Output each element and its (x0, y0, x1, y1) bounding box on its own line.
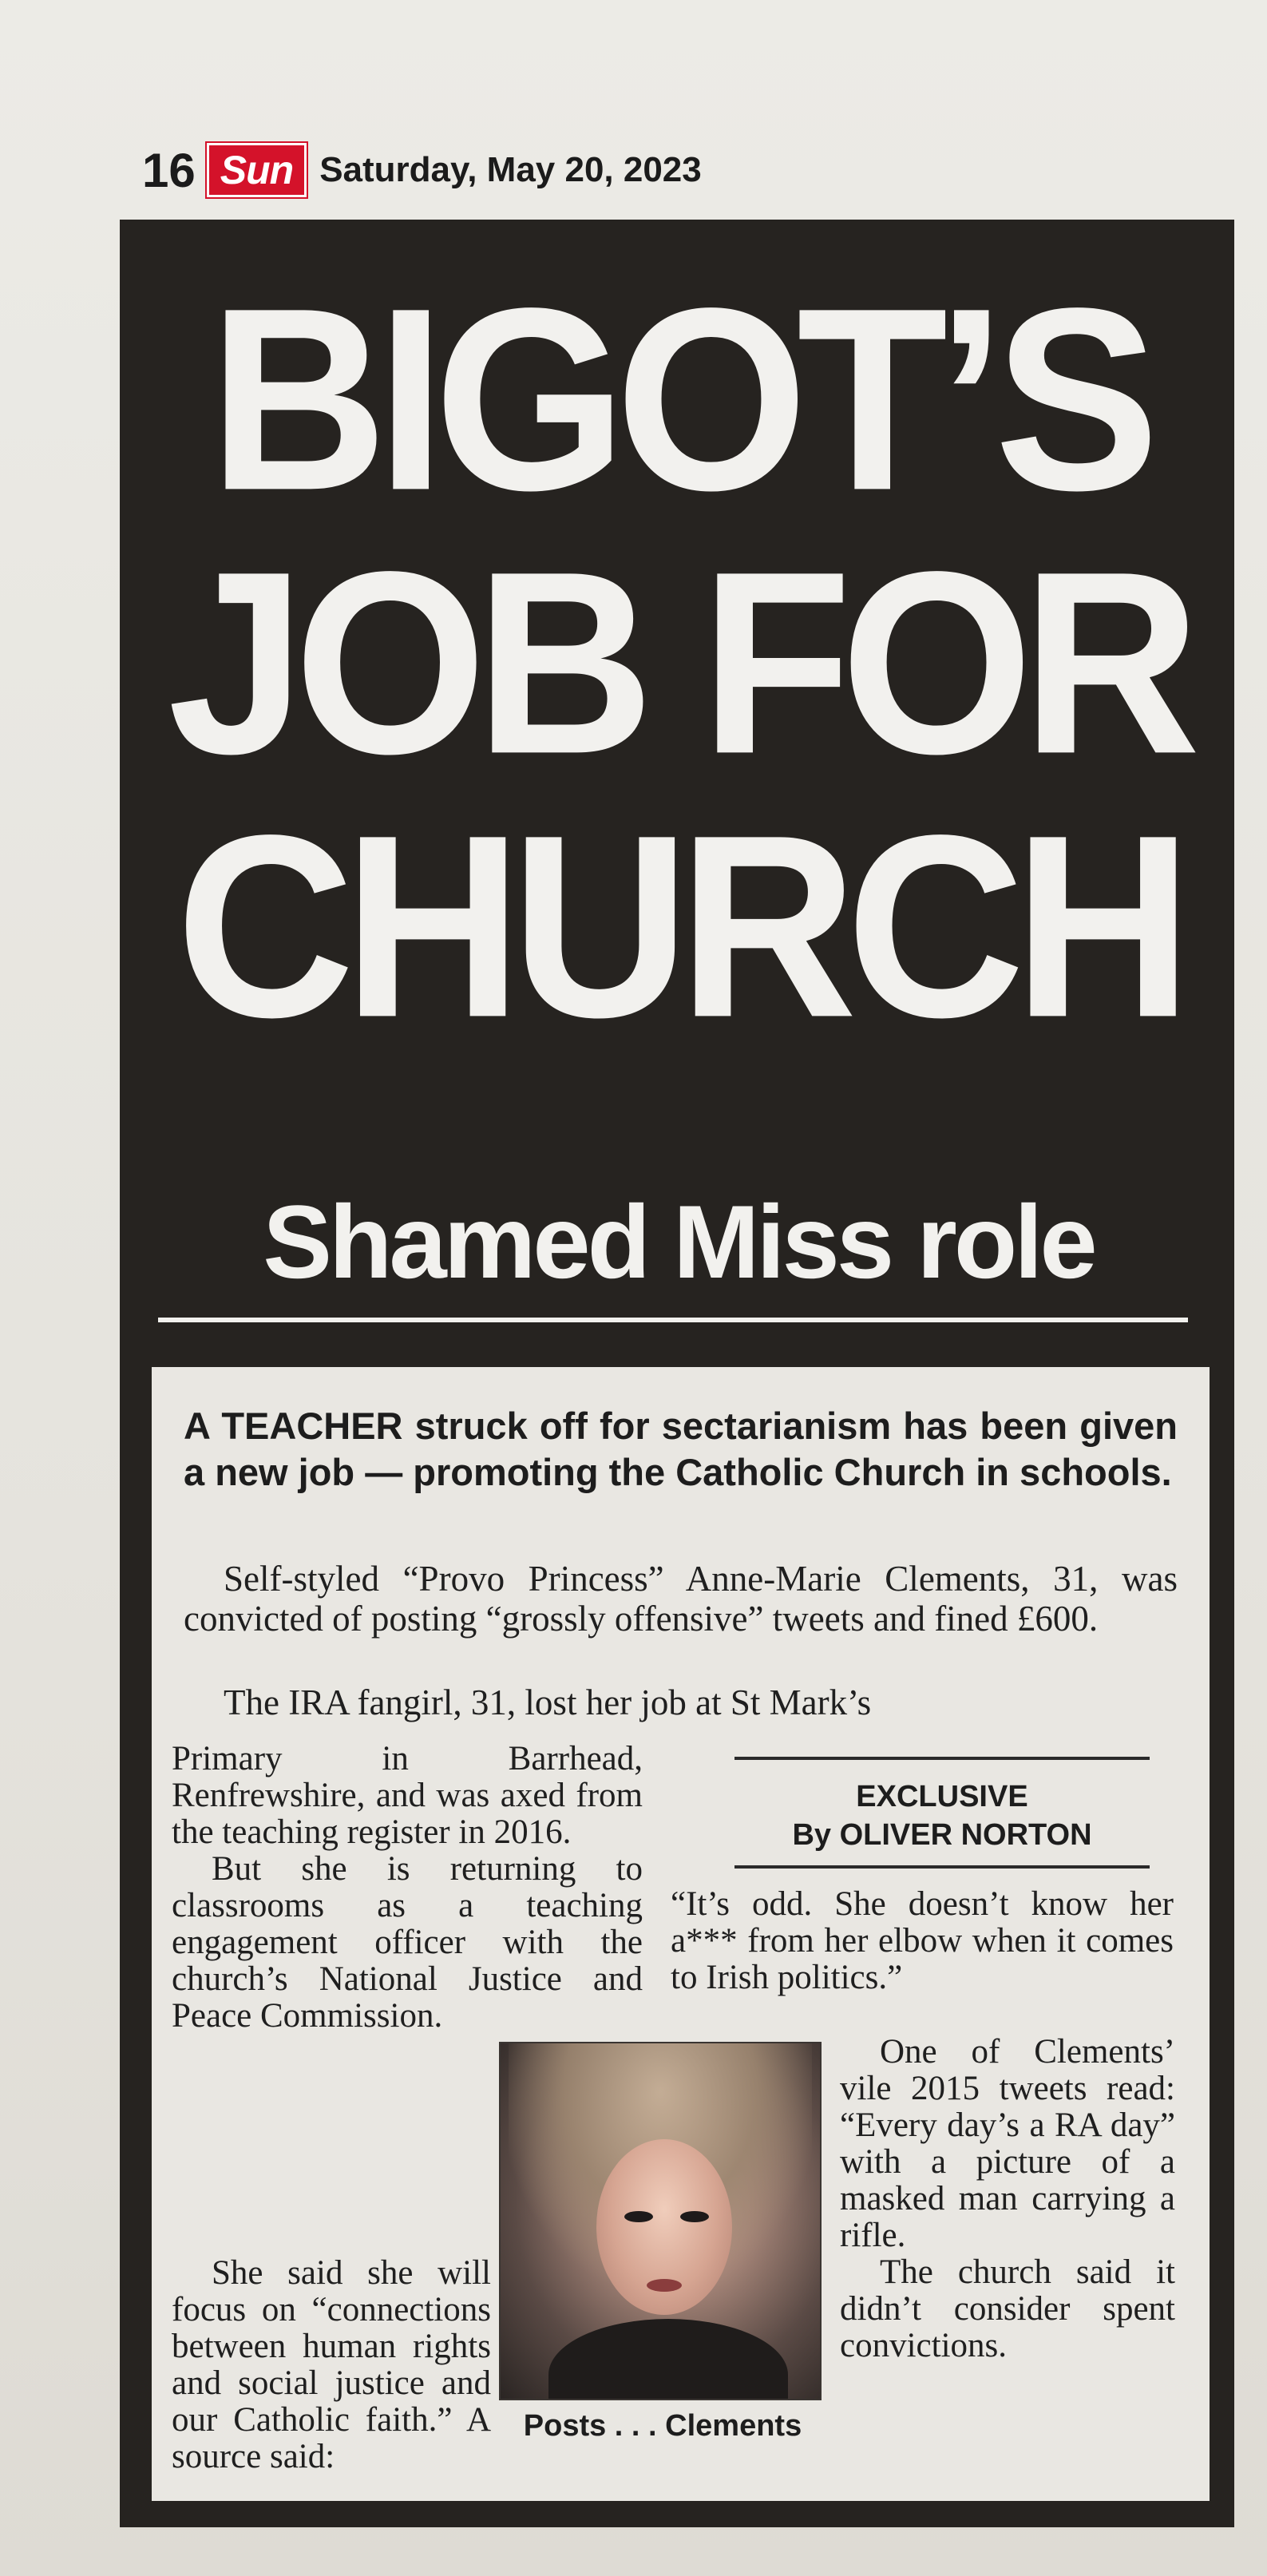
column-left-bottom (172, 2255, 491, 2475)
paragraph-2-lead: The IRA fangirl, 31, lost her job at St Mark’s (224, 1682, 872, 1722)
column-left-top (172, 1741, 643, 2035)
paragraph-2-continued: Primary in Barrhead, Renfrewshire, and was axed from the teaching register in 2016. (172, 1740, 643, 1851)
sun-logo: Sun (207, 143, 307, 197)
paragraph-6: The church said it didn’t consider spent convictions. (840, 2253, 1175, 2364)
headline (160, 253, 1198, 1072)
paragraph-1: Self-styled “Provo Princess” Anne-Marie Clements, 31, was convicted of posting “grossly offensive” tweets and fined £600. (184, 1559, 1178, 1639)
headline-line-1: BIGOT’S (208, 253, 1149, 545)
paragraph-3: But she is returning to classrooms as a teaching engagement officer with the church’s National Justice and Peace Commission. (172, 1850, 643, 2035)
masthead (142, 142, 702, 198)
clements-photo (499, 2042, 822, 2400)
exclusive-label: EXCLUSIVE (856, 1780, 1028, 1813)
byline-box (719, 1757, 1166, 1869)
page-number: 16 (142, 143, 196, 197)
source-quote: “It’s odd. She doesn’t know her a*** from her elbow when it comes to Irish politics.” (671, 1885, 1174, 1996)
subheadline: Shamed Miss role (263, 1183, 1095, 1300)
photo-caption: Posts . . . Clements (523, 2409, 802, 2443)
intro-caps: A TEACHER (184, 1405, 403, 1447)
byline-author: By OLIVER NORTON (792, 1818, 1092, 1852)
article-panel (152, 1367, 1210, 2501)
subhead-rule (158, 1318, 1188, 1322)
column-right-top (671, 1886, 1174, 1996)
headline-line-2: JOB FOR (168, 517, 1190, 808)
intro-text: struck off for sectarianism has been given a new job — promoting the Catholic Church in schools. (184, 1405, 1178, 1493)
paragraph-5: One of Clements’ vile 2015 tweets read: “Every day’s a RA day” with a picture of a masked man carrying a rifle. (840, 2033, 1175, 2254)
issue-date: Saturday, May 20, 2023 (319, 150, 702, 189)
paragraph-4: She said she will focus on “connections between human rights and social justice and our Catholic faith.” A source said: (172, 2254, 491, 2475)
column-right-bottom (840, 2034, 1175, 2364)
headline-line-3: CHURCH (176, 780, 1182, 1072)
byline-rule-bottom (734, 1865, 1150, 1869)
article-intro (184, 1403, 1178, 1496)
byline-rule-top (734, 1757, 1150, 1760)
